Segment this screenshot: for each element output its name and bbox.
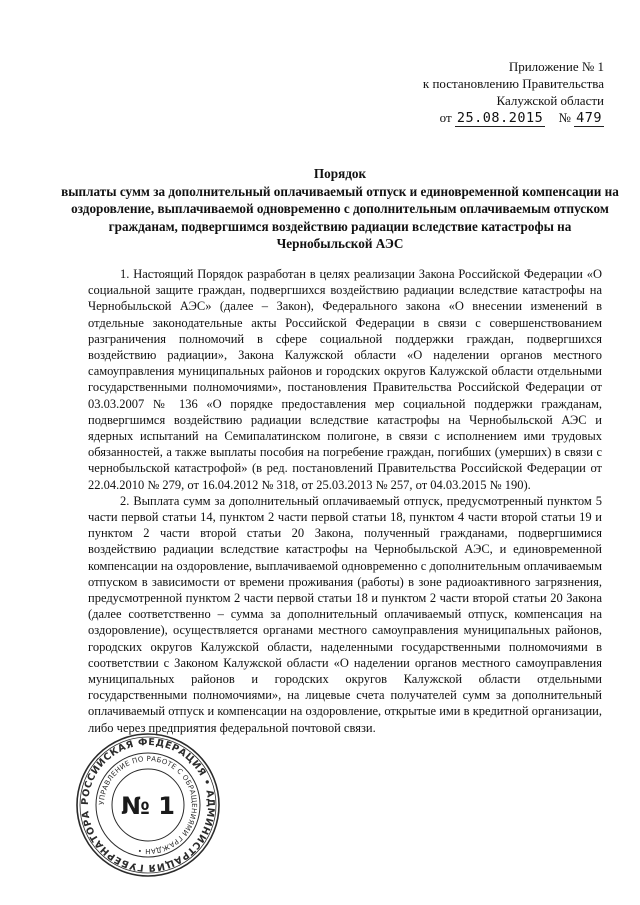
document-title [60,165,620,253]
paragraph-2: 2. Выплата сумм за дополнительный оплачиваемый отпуск, предусмотренный пунктом 5 части первой статьи 14, пунктом 2 части первой статьи 18, пунктом 4 части второй статьи 19 и пунктом 2 части второй статьи 20 Закона, полученный гражданами, подвергшимися воздействию радиации вследствие катастрофы на Чернобыльской АЭС, и единовременной компенсации на оздоровление, выплачиваемой одновременно с дополнительным оплачиваемым отпуском в зависимости от времени проживания (работы) в зоне радиоактивного загрязнения, предусмотренной пунктом 2 части первой статьи 18 и пунктом 2 части второй статьи 20 Закона (далее соответственно – сумма за дополнительный оплачиваемый отпуск, компенсация на оздоровление), осуществляется органами местного самоуправления муниципальных районов, городских округов Калужской области, наделенными государственными полномочиями в соответствии с Законом Калужской области «О наделении органов местного самоуправления муниципальных районов и городских округов Калужской области отдельными государственными полномочиями», на лицевые счета получателей сумм за дополнительный оплачиваемый отпуск и компенсации на оздоровление, открытые ими в кредитной организации, либо через предприятия федеральной почтовой связи. [88,493,602,735]
seal-graphic [75,732,221,878]
resolution-date: 25.08.2015 [456,110,544,126]
resolution-number: 479 [576,110,602,126]
seal-center-number: № 1 [121,792,175,820]
document-body [88,266,602,736]
appendix-resolution-ref: к постановлению Правительства [422,76,604,91]
appendix-header [344,58,604,127]
appendix-date-line [344,109,604,127]
seal-outer-text: РОССИЙСКАЯ ФЕДЕРАЦИЯ • АДМИНИСТРАЦИЯ ГУБЕРНАТОРА [79,736,217,874]
official-seal [75,732,221,878]
paragraph-1: 1. Настоящий Порядок разработан в целях реализации Закона Российской Федерации «О социальной защите граждан, подвергшихся воздействию радиации вследствие катастрофы на Чернобыльской АЭС» (далее – Закон), Федерального закона «О внесении изменений в отдельные законодательные акты Российской Федерации в связи с совершенствованием разграничения полномочий в сфере социальной поддержки граждан, подвергшихся воздействию радиации», Закона Калужской области «О наделении органов местного самоуправления муниципальных районов и городских округов Калужской области отдельными государственными полномочиями», постановления Правительства Российской Федерации от 03.03.2007 № 136 «О порядке предоставления мер социальной поддержки гражданам, подвергшимся воздействию радиации вследствие катастрофы на Чернобыльской АЭС и ядерных испытаний на Семипалатинском полигоне, в связи с исполнением ими трудовых обязанностей, а также выплаты пособия на погребение граждан, погибших (умерших) в связи с чернобыльской катастрофой» (в ред. постановлений Правительства Российской Федерации от 22.04.2010 № 279, от 16.04.2012 № 318, от 25.03.2013 № 257, от 04.03.2015 № 190). [88,267,602,492]
appendix-number: Приложение № 1 [508,59,604,74]
number-prefix: № [558,110,571,125]
title-subtitle: выплаты сумм за дополнительный оплачиваемый отпуск и единовременной компенсации на оздоровление, выплачиваемой одновременно с дополнительным оплачиваемым отпуском гражданам, подвергшимся воздействию радиации вследствие катастрофы на Чернобыльской АЭС [61,183,619,251]
title-heading: Порядок [313,166,367,181]
date-prefix: от [439,110,452,125]
appendix-region: Калужской области [496,93,604,108]
seal-inner-text: УПРАВЛЕНИЕ ПО РАБОТЕ С ОБРАЩЕНИЯМИ ГРАЖДАН • [97,754,199,856]
